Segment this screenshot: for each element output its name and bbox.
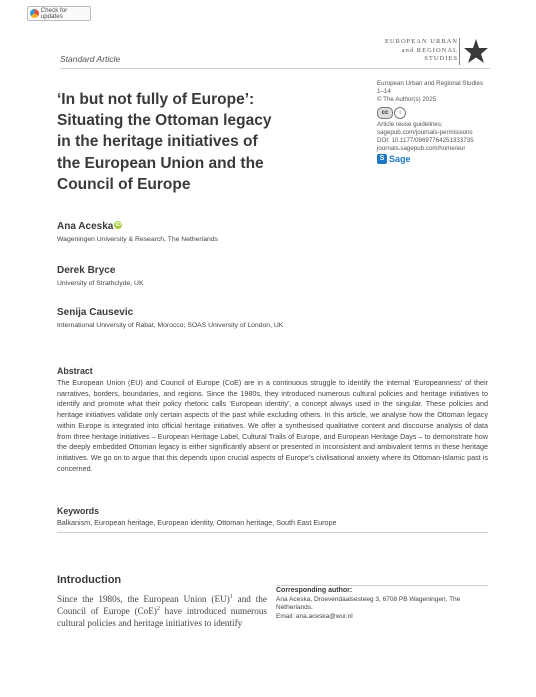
corresponding-divider (276, 585, 488, 586)
keywords-text: Balkanism, European heritage, European identity, Ottoman heritage, South East Europe (57, 518, 337, 527)
header-divider (60, 68, 490, 69)
crossmark-icon (30, 9, 39, 18)
author-name (57, 221, 122, 232)
intro-text: and the Council of Europe (CoE) (57, 594, 267, 617)
journal-name: European Urban and Regional Studies (377, 80, 483, 87)
journal-home-link[interactable]: journals.sagepub.com/home/eur (377, 145, 466, 153)
author-affiliation: University of Strathclyde, UK (57, 280, 144, 287)
check-for-updates-button[interactable] (27, 6, 91, 21)
abstract-text: The European Union (EU) and Council of Europe (CoE) are in a continuous struggle to identify the internal ‘Europeanness’ of their narratives, borders, boundaries, and regions. Since the 1980s, they introduced numerous cultural policies and heritage initiatives to identify and promote what their policy rhetoric calls ‘European identity’, a concept always used in the singular. These policies and heritage initiatives validate only certain aspects of the past while excluding others. In this article, we analyse how the Ottoman legacy within Europe is integrated into official heritage initiatives. We offer a synthesised qualitative content and discourse analysis of data from three heritage initiatives – European Heritage Label, Cultural Trails of Europe, and European Heritage Days – to demonstrate how the deeply embedded Ottoman legacy is either significantly absent or presented in inconsistent and ambivalent terms in these heritage initiatives. We go on to argue that this depends upon crucial aspects of Europe’s civilisational anxiety where its Ottoman-Islamic past is concerned. (57, 378, 488, 473)
footnote-ref[interactable]: 2 (156, 606, 160, 613)
footnote-ref[interactable]: 1 (229, 593, 233, 600)
author-name: Derek Bryce (57, 265, 116, 276)
title-line: the European Union and the (57, 154, 264, 172)
article-type: Standard Article (60, 54, 121, 64)
check-for-updates-label: Check for updates (40, 7, 68, 20)
page-range: 1–14 (377, 88, 391, 96)
reuse-heading: Article reuse guidelines: (377, 120, 443, 128)
corresponding-address: Ana Aceska, Droevendaalsesteeg 3, 6708 PB Wageningen, The Netherlands. (276, 595, 461, 612)
orcid-icon[interactable]: iD (115, 222, 122, 228)
title-line: in the heritage initiatives of (57, 133, 258, 151)
corresponding-author-box (276, 587, 488, 621)
introduction-heading: Introduction (57, 574, 122, 586)
doi[interactable]: DOI: 10.1177/09697764251333735 (377, 137, 474, 145)
article-title (57, 89, 357, 195)
keywords-divider (57, 532, 488, 533)
keywords-heading: Keywords (57, 506, 100, 516)
permissions-link[interactable]: sagepub.com/journals-permissions (377, 128, 473, 136)
logo-divider (459, 38, 460, 65)
title-line: ‘In but not fully of Europe’: (57, 91, 255, 108)
author-name: Senija Causevic (57, 307, 134, 318)
intro-text: Since the 1980s, the European Union (EU) (57, 594, 230, 604)
by-icon: i (394, 107, 406, 119)
publisher-name: Sage (389, 154, 411, 165)
publisher-logo (377, 154, 497, 164)
corresponding-heading: Corresponding author: (276, 587, 353, 594)
copyright: © The Author(s) 2025 (377, 96, 437, 104)
journal-logo (380, 38, 458, 64)
journal-logo-line: and REGIONAL (401, 46, 458, 54)
title-line: Situating the Ottoman legacy (57, 112, 272, 130)
journal-metadata (377, 80, 497, 164)
author-affiliation: International University of Rabat, Morocco; SOAS University of London, UK (57, 322, 284, 329)
star-icon (463, 38, 489, 64)
author-name-text: Ana Aceska (57, 221, 114, 232)
title-line: Council of Europe (57, 175, 191, 193)
introduction-paragraph (57, 593, 267, 630)
journal-logo-line: EUROPEAN URBAN (384, 38, 458, 45)
author-affiliation: Wageningen University & Research, The Netherlands (57, 236, 218, 243)
abstract-heading: Abstract (57, 366, 93, 376)
cc-icon: cc (377, 107, 393, 119)
cc-license-badge[interactable] (377, 107, 497, 119)
corresponding-email[interactable]: Email: ana.aceska@wur.nl (276, 612, 353, 620)
journal-logo-line: STUDIES (424, 55, 458, 62)
sage-icon: S (377, 154, 387, 164)
intro-text: have introduced numerous cultural policies and heritage initiatives to identify (57, 606, 267, 629)
